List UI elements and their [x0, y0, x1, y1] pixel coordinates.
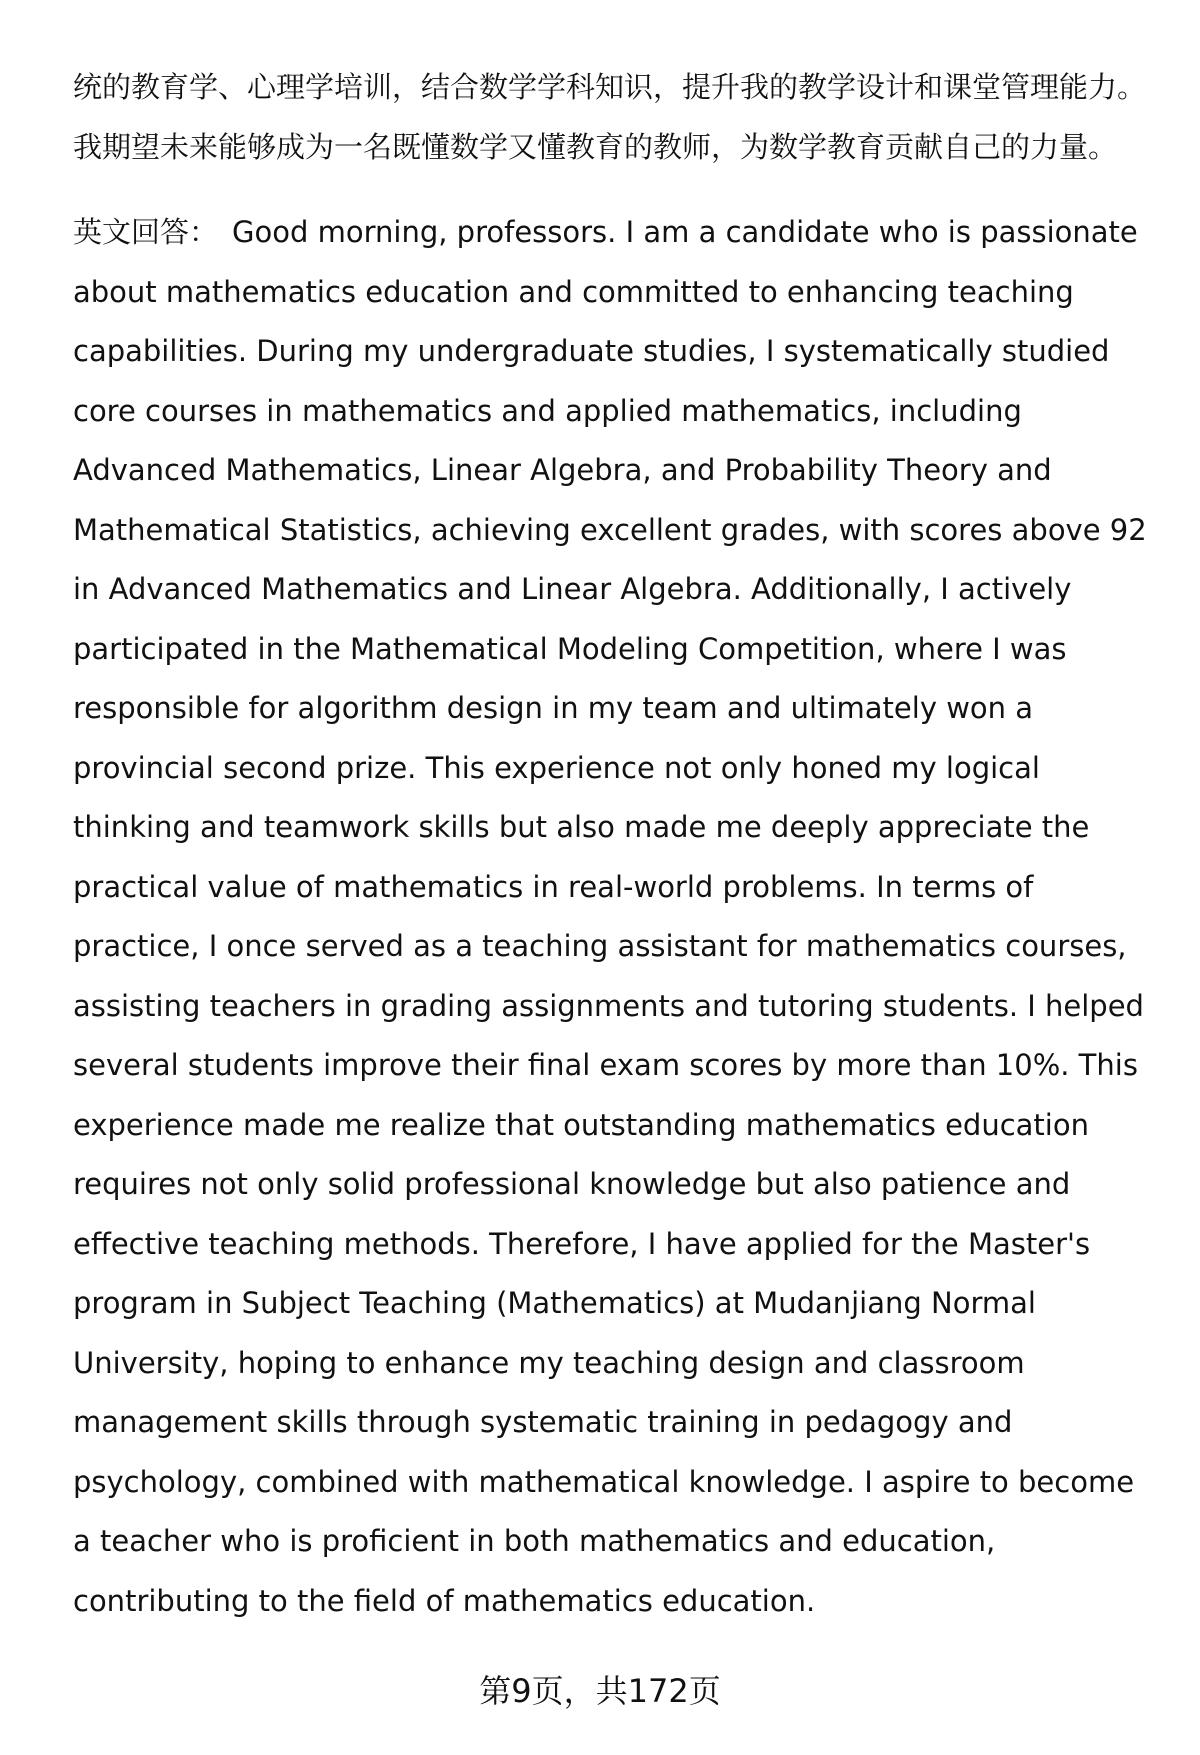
answer-label: 英文回答：	[73, 215, 219, 249]
paragraph-english-answer	[73, 203, 1158, 1631]
page-footer: 第9页，共172页	[479, 1672, 721, 1710]
answer-text: Good morning, professors. I am a candidate who is passionate about mathematics education and committed to enhancing teaching capabilities. During my undergraduate studies, I systematically studied core courses in mathematics and applied mathematics, including Advanced Mathematics, Linear Algebra, and Probability Theory and Mathematical Statistics, achieving excellent grades, with scores above 92 in Advanced Mathematics and Linear Algebra. Additionally, I actively participated in the Mathematical Modeling Competition, where I was responsible for algorithm design in my team and ultimately won a provincial second prize. This experience not only honed my logical thinking and teamwork skills but also made me deeply appreciate the practical value of mathematics in real-world problems. In terms of practice, I once served as a teaching assistant for mathematics courses, assisting teachers in grading assignments and tutoring students. I helped several students improve their final exam scores by more than 10%. This experience made me realize that outstanding mathematics education requires not only solid professional knowledge but also patience and effective teaching methods. Therefore, I have applied for the Master's program in Subject Teaching (Mathematics) at Mudanjiang Normal University, hoping to enhance my teaching design and classroom management skills through systematic training in pedagogy and psychology, combined with mathematical knowledge. I aspire to become a teacher who is proficient in both mathematics and education, contributing to the field of mathematics education.	[73, 215, 1147, 1618]
document-body	[73, 58, 1158, 1631]
paragraph-chinese: 统的教育学、心理学培训，结合数学学科知识，提升我的教学设计和课堂管理能力。我期望未来能够成为一名既懂数学又懂教育的教师，为数学教育贡献自己的力量。	[73, 70, 1147, 164]
